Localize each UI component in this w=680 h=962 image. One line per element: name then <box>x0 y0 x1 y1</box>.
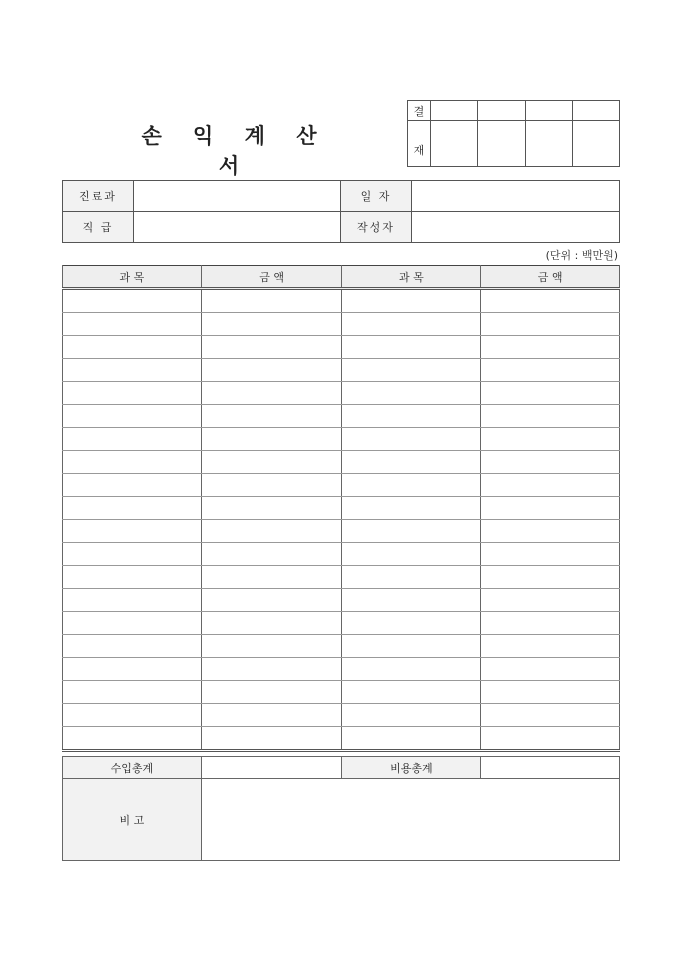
approval-title-cell-2[interactable] <box>478 101 525 121</box>
amount-right-cell[interactable] <box>481 451 620 474</box>
expense-total-label: 비용총계 <box>342 757 481 779</box>
item-left-cell[interactable] <box>63 635 202 658</box>
amount-left-cell[interactable] <box>201 635 342 658</box>
amount-right-cell[interactable] <box>481 359 620 382</box>
document-title: 손 익 계 산 서 <box>141 124 329 178</box>
amount-left-cell[interactable] <box>201 497 342 520</box>
amount-right-cell[interactable] <box>481 681 620 704</box>
amount-right-cell[interactable] <box>481 635 620 658</box>
totals-table <box>62 756 620 861</box>
date-field[interactable] <box>412 181 620 212</box>
item-right-cell[interactable] <box>342 727 481 751</box>
date-label: 일 자 <box>341 181 412 212</box>
approval-sign-cell-2[interactable] <box>478 121 525 167</box>
amount-left-cell[interactable] <box>201 313 342 336</box>
amount-right-cell[interactable] <box>481 727 620 751</box>
amount-left-cell[interactable] <box>201 451 342 474</box>
amount-right-cell[interactable] <box>481 520 620 543</box>
amount-right-cell[interactable] <box>481 589 620 612</box>
item-right-cell[interactable] <box>342 566 481 589</box>
expense-total-field[interactable] <box>481 757 620 779</box>
item-left-cell[interactable] <box>63 612 202 635</box>
table-row <box>63 336 620 359</box>
table-row <box>63 566 620 589</box>
item-right-cell[interactable] <box>342 289 481 313</box>
table-row <box>63 727 620 751</box>
amount-left-cell[interactable] <box>201 704 342 727</box>
amount-left-cell[interactable] <box>201 589 342 612</box>
department-label: 진료과 <box>63 181 134 212</box>
item-right-cell[interactable] <box>342 612 481 635</box>
table-row <box>63 704 620 727</box>
approval-title-cell-3[interactable] <box>525 101 572 121</box>
amount-right-cell[interactable] <box>481 704 620 727</box>
item-right-cell[interactable] <box>342 520 481 543</box>
item-left-cell[interactable] <box>63 474 202 497</box>
author-field[interactable] <box>412 212 620 243</box>
table-row <box>63 612 620 635</box>
amount-left-cell[interactable] <box>201 727 342 751</box>
item-left-cell[interactable] <box>63 727 202 751</box>
item-right-cell[interactable] <box>342 681 481 704</box>
amount-right-cell[interactable] <box>481 289 620 313</box>
amount-right-cell[interactable] <box>481 566 620 589</box>
amount-left-cell[interactable] <box>201 520 342 543</box>
table-row <box>63 543 620 566</box>
info-table <box>62 180 620 243</box>
item-left-cell[interactable] <box>63 497 202 520</box>
item-left-cell[interactable] <box>63 681 202 704</box>
position-label: 직 급 <box>63 212 134 243</box>
department-field[interactable] <box>134 181 341 212</box>
table-row <box>63 635 620 658</box>
item-right-cell[interactable] <box>342 382 481 405</box>
approval-label-bottom: 재 <box>408 121 431 167</box>
amount-right-cell[interactable] <box>481 382 620 405</box>
amount-left-cell[interactable] <box>201 658 342 681</box>
item-left-cell[interactable] <box>63 359 202 382</box>
amount-right-cell[interactable] <box>481 474 620 497</box>
amount-left-cell[interactable] <box>201 612 342 635</box>
item-left-cell[interactable] <box>63 382 202 405</box>
item-left-cell[interactable] <box>63 451 202 474</box>
amount-left-cell[interactable] <box>201 336 342 359</box>
header-item-left: 과 목 <box>63 266 202 289</box>
table-row <box>63 681 620 704</box>
table-row <box>63 289 620 313</box>
item-right-cell[interactable] <box>342 359 481 382</box>
amount-right-cell[interactable] <box>481 405 620 428</box>
item-right-cell[interactable] <box>342 543 481 566</box>
item-left-cell[interactable] <box>63 543 202 566</box>
table-row <box>63 313 620 336</box>
amount-left-cell[interactable] <box>201 428 342 451</box>
item-left-cell[interactable] <box>63 428 202 451</box>
approval-sign-cell-1[interactable] <box>431 121 478 167</box>
amount-left-cell[interactable] <box>201 474 342 497</box>
table-row <box>63 405 620 428</box>
remarks-label: 비 고 <box>63 779 202 861</box>
amount-left-cell[interactable] <box>201 566 342 589</box>
item-right-cell[interactable] <box>342 405 481 428</box>
amount-left-cell[interactable] <box>201 681 342 704</box>
amount-right-cell[interactable] <box>481 313 620 336</box>
item-left-cell[interactable] <box>63 704 202 727</box>
table-row <box>63 428 620 451</box>
approval-label-top: 결 <box>408 101 431 121</box>
amount-left-cell[interactable] <box>201 543 342 566</box>
item-right-cell[interactable] <box>342 313 481 336</box>
amount-left-cell[interactable] <box>201 405 342 428</box>
table-row <box>63 520 620 543</box>
approval-title-cell-4[interactable] <box>572 101 619 121</box>
item-left-cell[interactable] <box>63 589 202 612</box>
amount-right-cell[interactable] <box>481 658 620 681</box>
author-label: 작성자 <box>341 212 412 243</box>
table-row <box>63 589 620 612</box>
table-header-row <box>63 266 620 289</box>
approval-sign-cell-4[interactable] <box>572 121 619 167</box>
table-row <box>63 474 620 497</box>
position-field[interactable] <box>134 212 341 243</box>
amount-left-cell[interactable] <box>201 382 342 405</box>
amount-left-cell[interactable] <box>201 289 342 313</box>
account-table <box>62 265 620 752</box>
amount-right-cell[interactable] <box>481 336 620 359</box>
revenue-total-label: 수입총계 <box>63 757 202 779</box>
approval-title-cell-1[interactable] <box>431 101 478 121</box>
unit-label: (단위 : 백만원) <box>545 249 618 262</box>
item-left-cell[interactable] <box>63 566 202 589</box>
table-row <box>63 451 620 474</box>
table-row <box>63 497 620 520</box>
item-right-cell[interactable] <box>342 635 481 658</box>
amount-right-cell[interactable] <box>481 543 620 566</box>
approval-box <box>407 100 620 167</box>
item-right-cell[interactable] <box>342 658 481 681</box>
item-right-cell[interactable] <box>342 428 481 451</box>
item-right-cell[interactable] <box>342 474 481 497</box>
item-right-cell[interactable] <box>342 497 481 520</box>
table-row <box>63 382 620 405</box>
amount-left-cell[interactable] <box>201 359 342 382</box>
amount-right-cell[interactable] <box>481 428 620 451</box>
header-item-right: 과 목 <box>342 266 481 289</box>
item-left-cell[interactable] <box>63 405 202 428</box>
header-amount-right: 금 액 <box>481 266 620 289</box>
item-left-cell[interactable] <box>63 658 202 681</box>
remarks-field[interactable] <box>201 779 619 861</box>
item-left-cell[interactable] <box>63 520 202 543</box>
item-left-cell[interactable] <box>63 336 202 359</box>
item-right-cell[interactable] <box>342 336 481 359</box>
header-amount-left: 금 액 <box>201 266 342 289</box>
item-left-cell[interactable] <box>63 289 202 313</box>
amount-right-cell[interactable] <box>481 612 620 635</box>
item-left-cell[interactable] <box>63 313 202 336</box>
revenue-total-field[interactable] <box>201 757 342 779</box>
item-right-cell[interactable] <box>342 704 481 727</box>
amount-right-cell[interactable] <box>481 497 620 520</box>
item-right-cell[interactable] <box>342 589 481 612</box>
table-row <box>63 359 620 382</box>
item-right-cell[interactable] <box>342 451 481 474</box>
approval-sign-cell-3[interactable] <box>525 121 572 167</box>
table-row <box>63 658 620 681</box>
